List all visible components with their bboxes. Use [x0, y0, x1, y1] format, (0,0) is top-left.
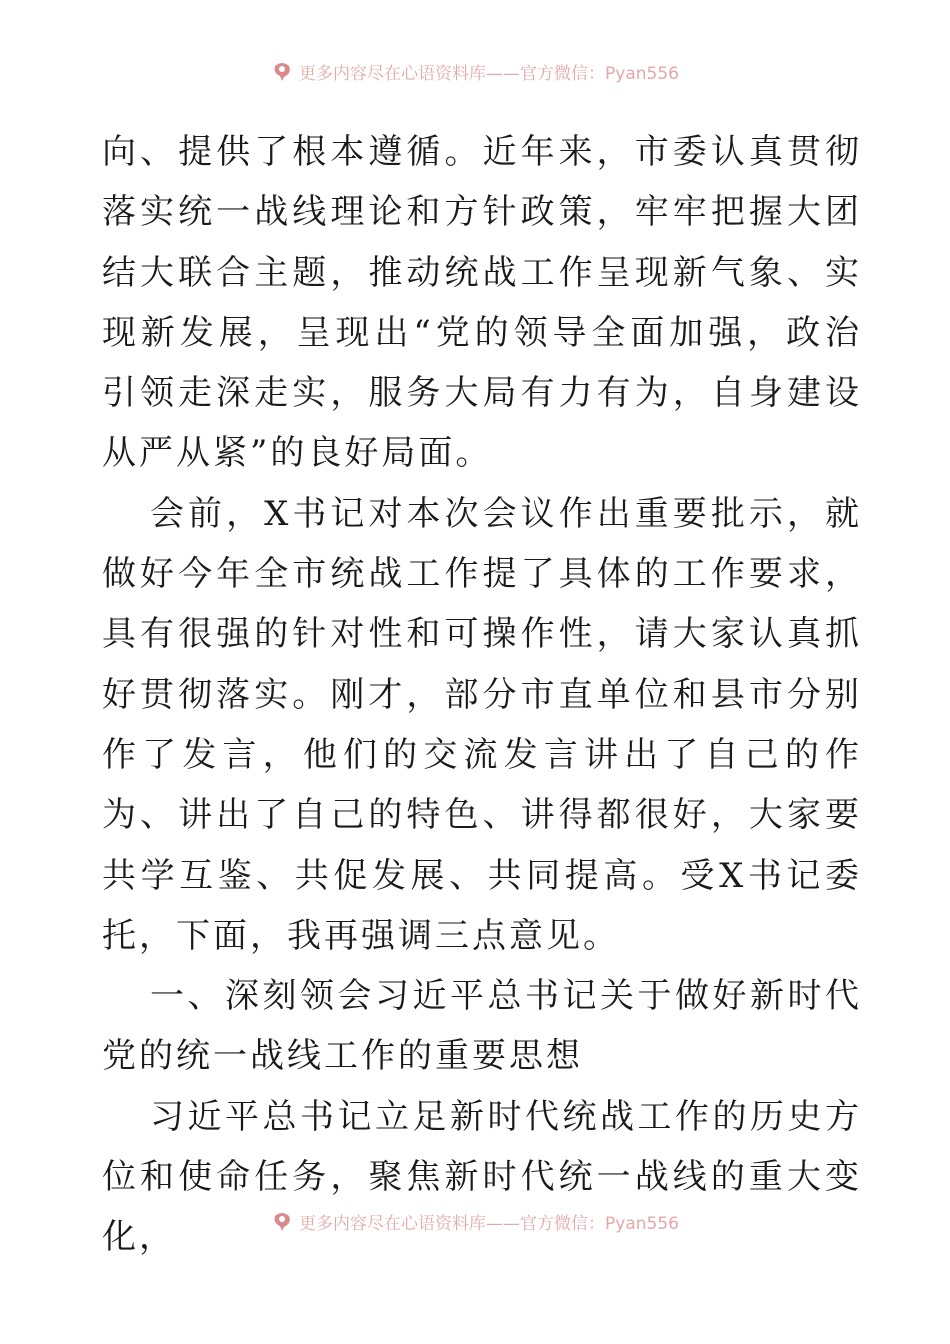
footer-watermark — [0, 1206, 950, 1236]
watermark-logo-icon — [271, 1210, 293, 1232]
paragraph-3: 习近平总书记立足新时代统战工作的历史方位和使命任务，聚焦新时代统一战线的重大变化， — [102, 1096, 862, 1258]
paragraph-1: 向、提供了根本遵循。近年来，市委认真贯彻落实统一战线理论和方针政策，牢牢把握大团结大联合主题，推动统战工作呈现新气象、实现新发展，呈现出“党的领导全面加强，政治引领走深走实，服务大局有力有为，自身建设从严从紧”的良好局面。 — [102, 132, 862, 474]
watermark-text: 更多内容尽在心语资料库——官方微信：Pyan556 — [299, 1213, 679, 1234]
watermark-logo-icon — [271, 60, 293, 82]
watermark-text: 更多内容尽在心语资料库——官方微信：Pyan556 — [299, 63, 679, 84]
section-heading-1: 一、深刻领会习近平总书记关于做好新时代党的统一战线工作的重要思想 — [102, 976, 862, 1077]
document-body — [102, 122, 862, 1268]
header-watermark — [0, 56, 950, 86]
paragraph-2: 会前，X书记对本次会议作出重要批示，就做好今年全市统战工作提了具体的工作要求，具有很强的针对性和可操作性，请大家认真抓好贯彻落实。刚才，部分市直单位和县市分别作了发言，他们的交流发言讲出了自己的作为、讲出了自己的特色、讲得都很好，大家要共学互鉴、共促发展、共同提高。受X书记委托，下面，我再强调三点意见。 — [102, 493, 862, 956]
